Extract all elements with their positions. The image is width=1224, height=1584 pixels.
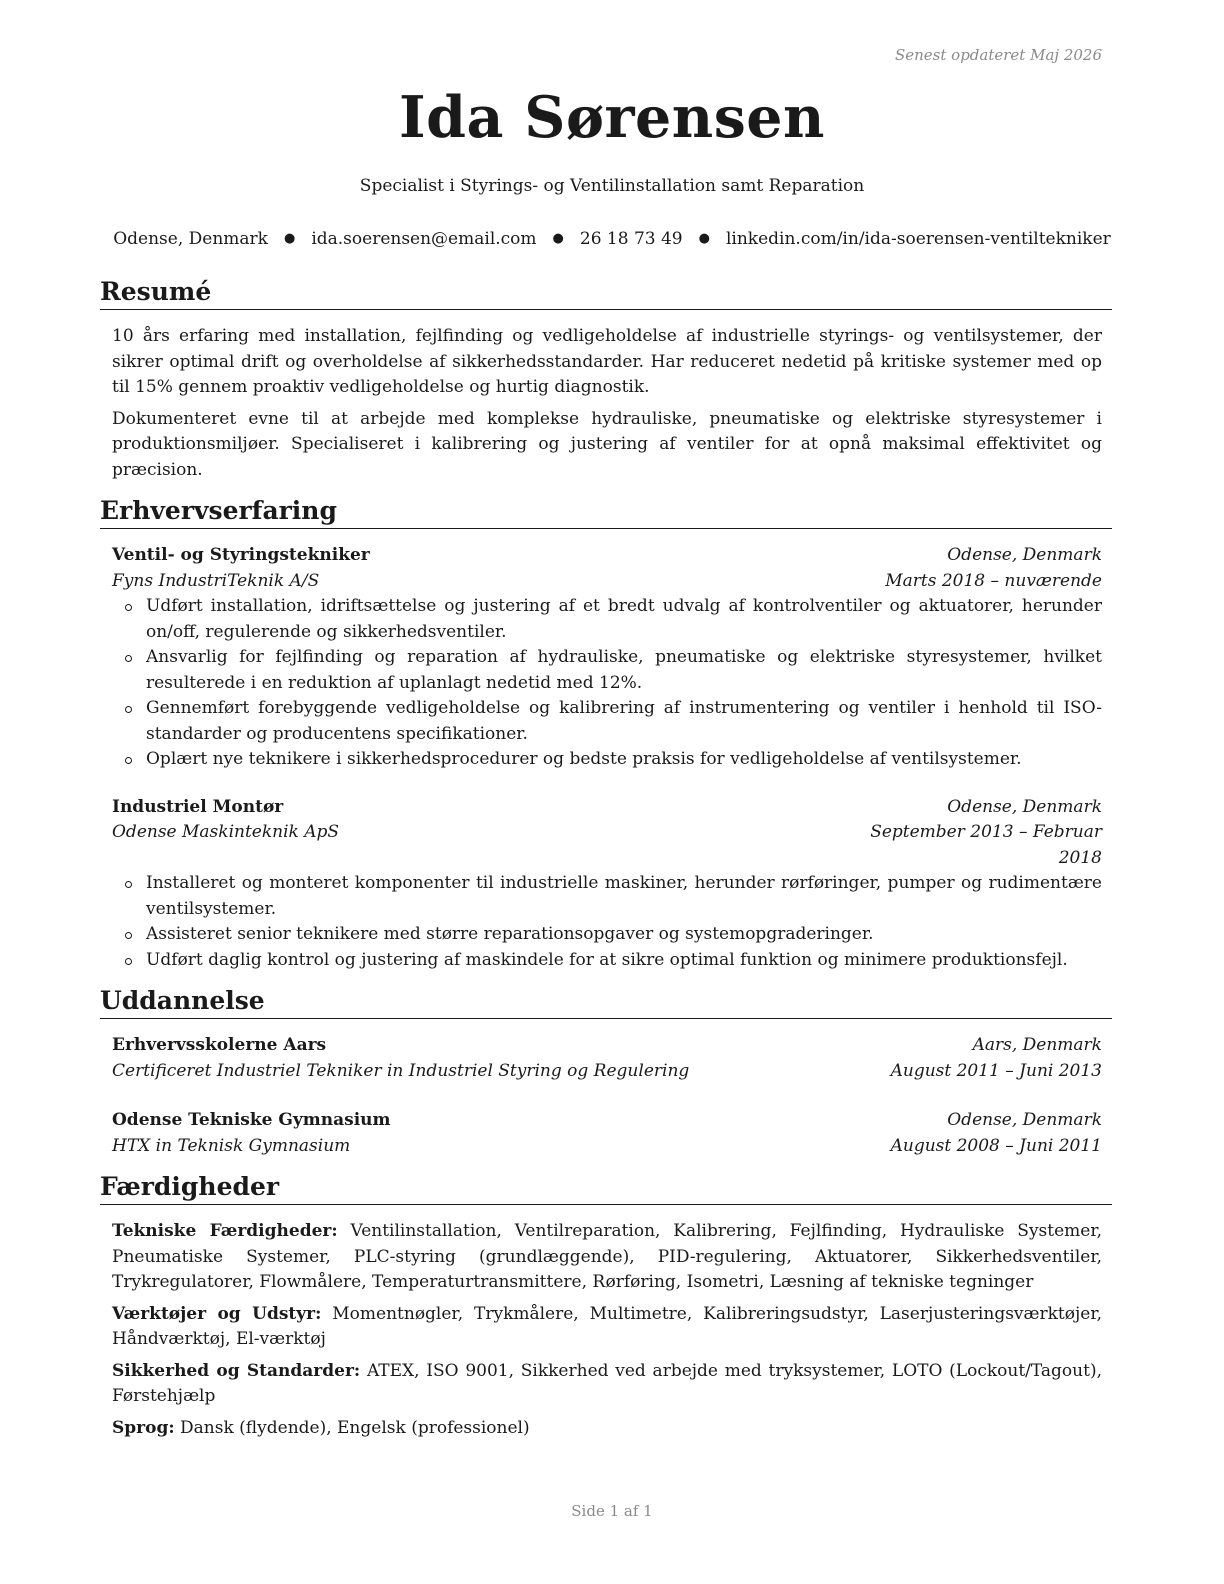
skill-text: Dansk (flydende), Engelsk (professionel) [180, 1417, 530, 1438]
job-dates: September 2013 – Februar 2018 [870, 822, 1102, 868]
school-name: Odense Tekniske Gymnasium [112, 1110, 391, 1130]
list-item: Installeret og monteret komponenter til industrielle maskiner, herunder rørføringer, pumper og rudimentære ventilsystemer. [112, 871, 1102, 922]
school-name: Erhvervsskolerne Aars [112, 1035, 327, 1055]
candidate-name: Ida Sørensen [398, 84, 825, 151]
education-entry [112, 1108, 1102, 1159]
section-title-experience: Erhvervserfaring [100, 495, 1112, 529]
section-title-skills: Færdigheder [100, 1171, 1112, 1205]
resume-content [100, 276, 1112, 1441]
list-item: Assisteret senior teknikere med større reparationsopgaver og systemopgraderinger. [112, 922, 1102, 948]
experience-section [100, 495, 1112, 985]
headline: Specialist i Styrings- og Ventilinstallation samt Reparation [359, 176, 865, 196]
list-item: Gennemført forebyggende vedligeholdelse og kalibrering af instrumentering og ventiler i henhold til ISO-standarder og producentens specifikationer. [112, 696, 1102, 747]
job-role: Industriel Montør [112, 796, 284, 817]
contact-email[interactable]: ida.soerensen@email.com [311, 229, 537, 249]
job-entry [112, 543, 1102, 773]
job-dates: Marts 2018 – nuværende [885, 570, 1102, 591]
contact-linkedin[interactable]: linkedin.com/in/ida-soerensen-ventiltekniker [725, 229, 1111, 249]
job-bullets [112, 871, 1102, 973]
job-company: Fyns IndustriTeknik A/S [112, 570, 320, 591]
bullet-separator: ● [283, 231, 296, 246]
school-location: Aars, Denmark [972, 1035, 1102, 1055]
last-updated: Senest opdateret Maj 2026 [894, 46, 1102, 64]
skill-group [112, 1219, 1102, 1296]
list-item: Udført daglig kontrol og justering af maskindele for at sikre optimal funktion og minimere produktionsfejl. [112, 948, 1102, 974]
skill-text: Momentnøgler, Trykmålere, Multimetre, Kalibreringsudstyr, Laserjusteringsværktøjer, Håndværktøj, El-værktøj [112, 1303, 1102, 1349]
school-location: Odense, Denmark [947, 1110, 1102, 1130]
skill-text: ATEX, ISO 9001, Sikkerhed ved arbejde med tryksystemer, LOTO (Lockout/Tagout), Førstehjælp [112, 1360, 1102, 1406]
list-item: Oplært nye teknikere i sikkerhedsprocedurer og bedste praksis for vedligeholdelse af ventilsystemer. [112, 747, 1102, 773]
skill-label: Sikkerhed og Standarder: [112, 1360, 361, 1381]
school-dates: August 2011 – Juni 2013 [890, 1060, 1102, 1081]
job-location: Odense, Denmark [947, 545, 1102, 565]
skill-group [112, 1302, 1102, 1353]
page-number: Side 1 af 1 [571, 1502, 653, 1520]
education-section [100, 985, 1112, 1171]
contact-phone[interactable]: 26 18 73 49 [579, 229, 683, 249]
section-title-summary: Resumé [100, 276, 1112, 310]
skills-section [100, 1171, 1112, 1441]
education-entry [112, 1033, 1102, 1084]
skill-text: Ventilinstallation, Ventilreparation, Kalibrering, Fejlfinding, Hydrauliske Systemer, Pneumatiske Systemer, PLC-styring (grundlæggende), PID-regulering, Aktuatorer, Sikkerhedsventiler, Trykregulatorer, Flowmålere, Temperaturtransmittere, Rørføring, Isometri, Læsning af tekniske tegninger [112, 1221, 1103, 1292]
list-item: Udført installation, idriftsættelse og justering af et bredt udvalg af kontrolventiler og aktuatorer, herunder on/off, regulerende og sikkerhedsventiler. [112, 594, 1102, 645]
skill-label: Værktøjer og Udstyr: [112, 1303, 322, 1324]
job-bullets [112, 594, 1102, 773]
summary-section [100, 276, 1112, 495]
skill-group [112, 1359, 1102, 1410]
bullet-separator: ● [698, 231, 710, 246]
job-role: Ventil- og Styringstekniker [112, 545, 370, 565]
section-title-education: Uddannelse [100, 985, 1112, 1019]
contact-line [0, 229, 1224, 249]
skill-label: Sprog: [112, 1417, 175, 1438]
job-entry [112, 795, 1102, 974]
school-degree: HTX in Teknisk Gymnasium [112, 1135, 351, 1156]
skill-group [112, 1416, 1102, 1442]
contact-location: Odense, Denmark [113, 229, 268, 249]
summary-paragraph: Dokumenteret evne til at arbejde med komplekse hydrauliske, pneumatiske og elektriske styresystemer i produktionsmiljøer. Specialiseret i kalibrering og justering af ventiler for at opnå maksimal effektivitet og præcision. [112, 408, 1102, 480]
school-dates: August 2008 – Juni 2011 [890, 1135, 1102, 1156]
job-company: Odense Maskinteknik ApS [112, 822, 340, 842]
skill-label: Tekniske Færdigheder: [112, 1221, 338, 1241]
school-degree: Certificeret Industriel Tekniker in Industriel Styring og Regulering [112, 1060, 690, 1081]
job-location: Odense, Denmark [947, 796, 1102, 817]
bullet-separator: ● [552, 231, 564, 246]
summary-paragraph: 10 års erfaring med installation, fejlfinding og vedligeholdelse af industrielle styrings- og ventilsystemer, der sikrer optimal drift og overholdelse af sikkerhedsstandarder. Har reduceret nedetid på kritiske systemer med op til 15% gennem proaktiv vedligeholdelse og hurtig diagnostik. [112, 326, 1102, 397]
list-item: Ansvarlig for fejlfinding og reparation af hydrauliske, pneumatiske og elektriske styresystemer, hvilket resulterede i en reduktion af uplanlagt nedetid med 12%. [112, 645, 1102, 696]
